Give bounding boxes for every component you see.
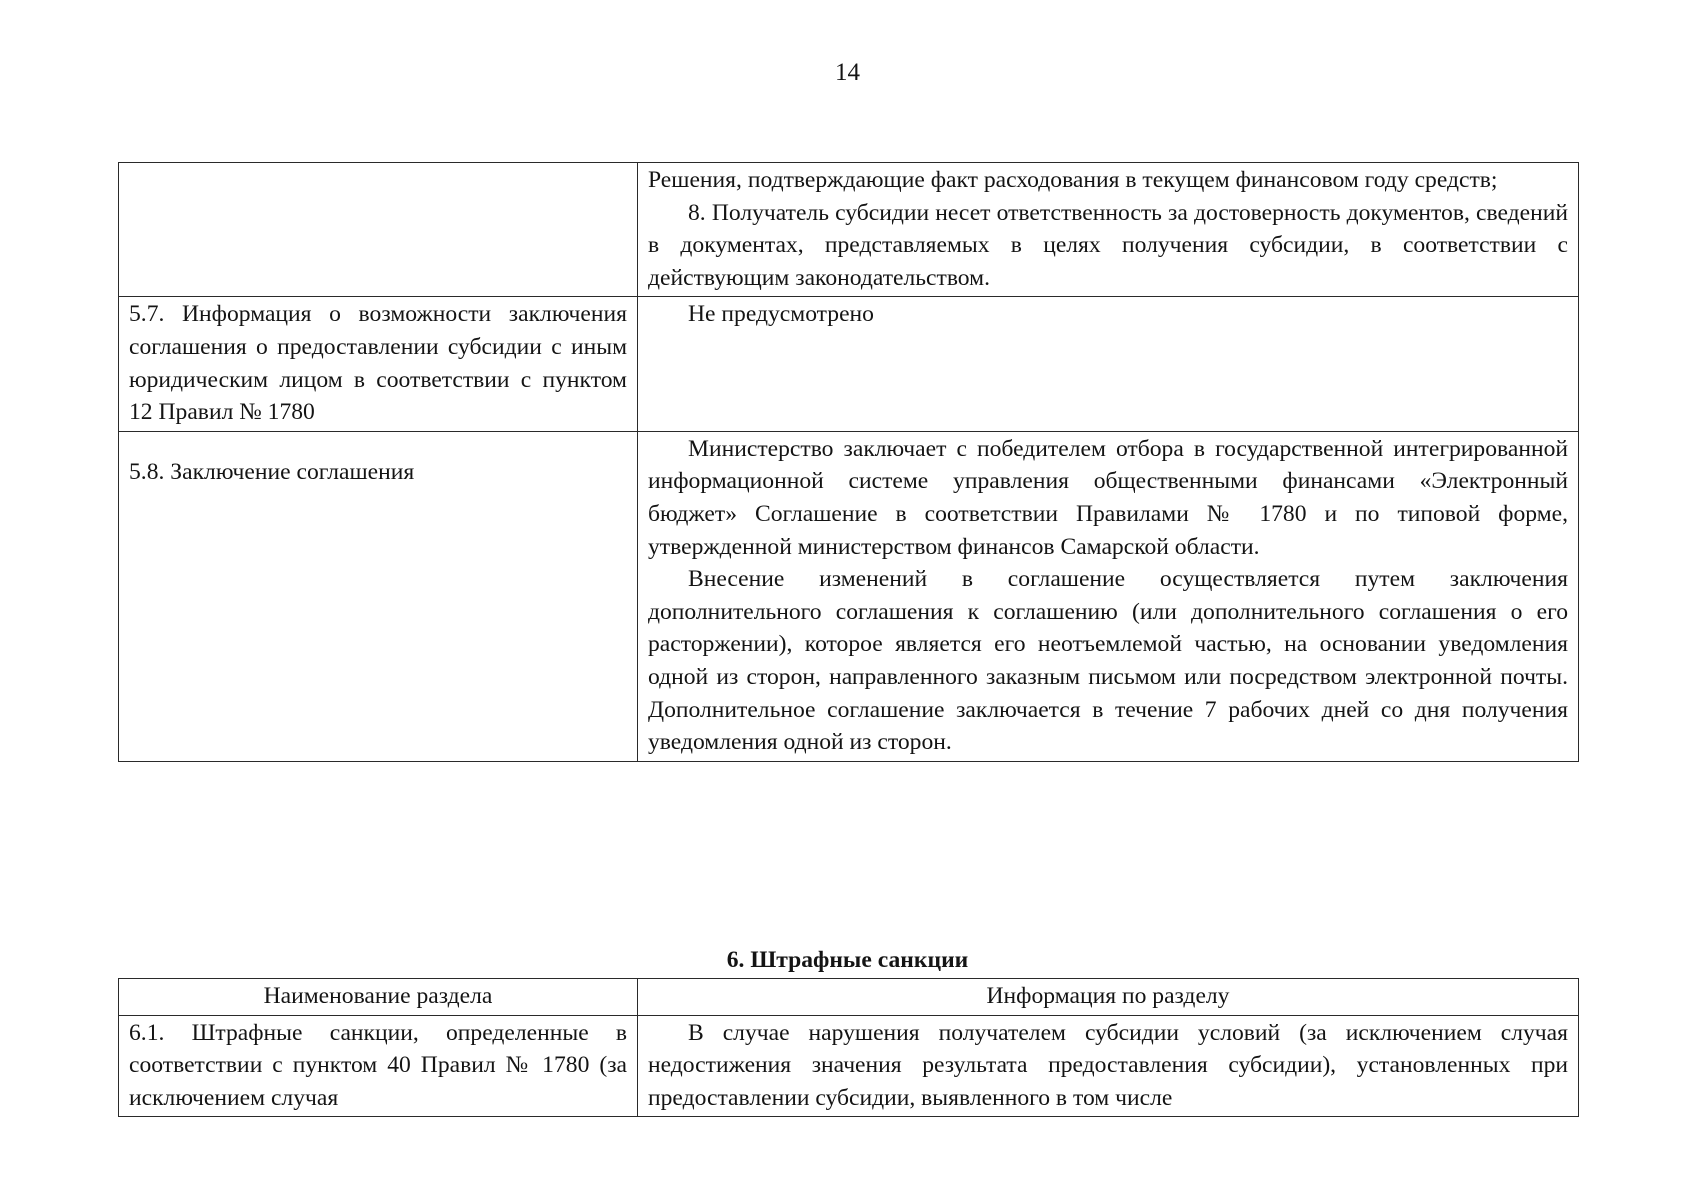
table-cell [119, 297, 638, 431]
column-header: Информация по разделу [638, 979, 1579, 1016]
paragraph: 8. Получатель субсидии несет ответственность за достоверность документов, сведений в документах, представляемых в целях получения субсидии, в соответствии с действующим законодательством. [648, 199, 1568, 291]
row-label-5-7: 5.7. Информация о возможности заключения соглашения о предоставлении субсидии с иным юридическим лицом в соответствии с пунктом 12 Правил № 1780 [129, 301, 627, 426]
penalties-table [118, 978, 1579, 1117]
paragraph: Не предусмотрено [688, 301, 874, 328]
table-row [119, 1015, 1579, 1117]
table-cell [638, 297, 1579, 431]
page-number: 14 [835, 59, 860, 86]
paragraph: Внесение изменений в соглашение осуществляется путем заключения дополнительного соглашения к соглашению (или дополнительного соглашения о его расторжении), которое является его неотъемлемой частью, на основании уведомления одной из сторон, направленного заказным письмом или посредством электронной почты. Дополнительное соглашение заключается в течение 7 рабочих дней со дня получения уведомления одной из сторон. [648, 566, 1568, 756]
table-cell [638, 163, 1579, 297]
paragraph: В случае нарушения получателем субсидии условий (за исключением случая недостижения значения результата предоставления субсидии), установленных при предоставлении субсидии, выявленного в том числе [648, 1019, 1568, 1111]
table-cell [638, 1015, 1579, 1117]
row-label-6-1: 6.1. Штрафные санкции, определенные в соответствии с пунктом 40 Правил № 1780 (за исключением случая [129, 1019, 627, 1111]
row-label-5-8: 5.8. Заключение соглашения [129, 459, 415, 486]
column-header: Наименование раздела [119, 979, 638, 1016]
requirements-table [118, 162, 1579, 762]
table-row [119, 431, 1579, 761]
table-row [119, 297, 1579, 431]
paragraph: Решения, подтверждающие факт расходования в текущем финансовом году средств; [648, 167, 1498, 193]
table-cell [638, 431, 1579, 761]
table-cell-empty [119, 163, 638, 297]
paragraph: Министерство заключает с победителем отбора в государственной интегрированной информационной системе управления общественными финансами «Электронный бюджет» Соглашение в соответствии Правилами № 1780 и по типовой форме, утвержденной министерством финансов Самарской области. [648, 435, 1568, 560]
section-heading: 6. Штрафные санкции [726, 947, 969, 973]
table-cell [119, 431, 638, 761]
table-header-row [119, 979, 1579, 1016]
table-row [119, 163, 1579, 297]
table-cell [119, 1015, 638, 1117]
